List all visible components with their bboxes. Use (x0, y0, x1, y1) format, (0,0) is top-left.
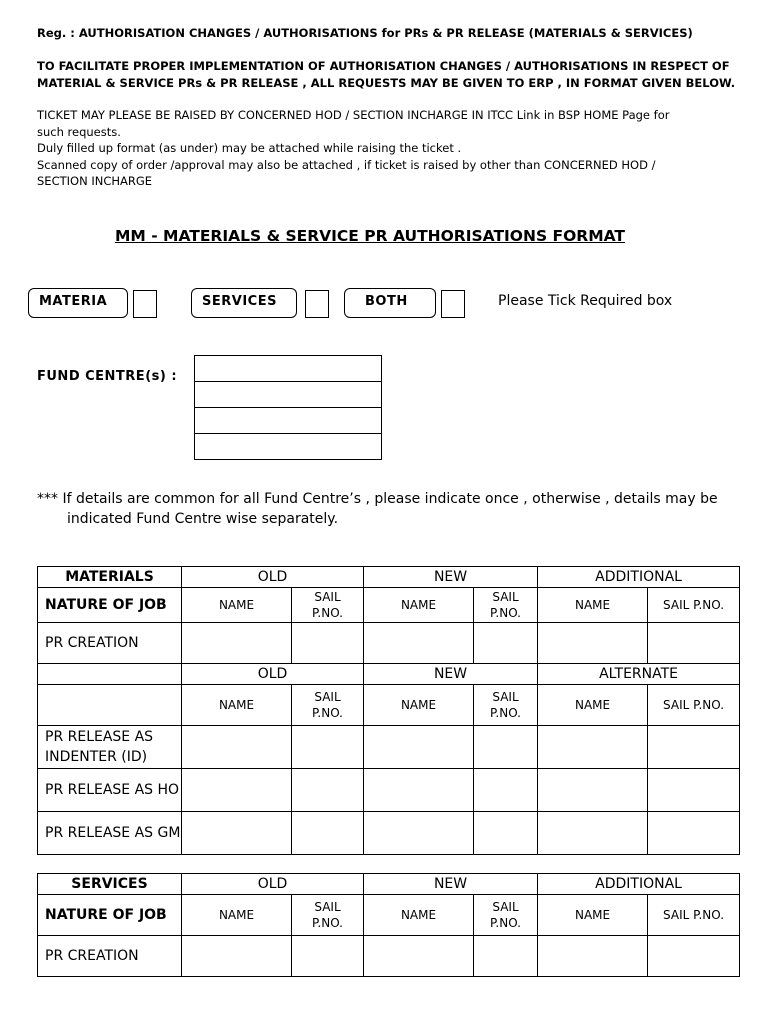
note-line: indicated Fund Centre wise separately. (67, 511, 339, 527)
sail-pno-header (474, 588, 538, 623)
sail-pno-line: P.NO. (312, 916, 343, 930)
materials-table (37, 566, 740, 855)
both-tick-box[interactable] (441, 290, 465, 318)
sail-pno-header (474, 685, 538, 726)
table-cell[interactable] (474, 812, 538, 855)
name-header: NAME (538, 588, 648, 623)
name-header: NAME (364, 895, 474, 936)
name-header: NAME (182, 685, 292, 726)
name-header: NAME (364, 588, 474, 623)
table-cell[interactable] (474, 936, 538, 977)
new-header: NEW (364, 664, 538, 685)
table-cell[interactable] (538, 812, 648, 855)
new-header: NEW (364, 874, 538, 895)
table-cell[interactable] (292, 769, 364, 812)
instruction-line: TICKET MAY PLEASE BE RAISED BY CONCERNED HOD / SECTION INCHARGE IN ITCC Link in BSP HOME Page for (37, 108, 670, 122)
sail-pno-header (292, 895, 364, 936)
sail-pno-line: P.NO. (490, 606, 521, 620)
table-cell[interactable] (538, 936, 648, 977)
table-cell[interactable] (182, 623, 292, 664)
instruction-line: Scanned copy of order /approval may also be attached , if ticket is raised by other than CONCERNED HOD / (37, 157, 656, 172)
tick-instruction: Please Tick Required box (498, 293, 673, 309)
name-header: NAME (538, 895, 648, 936)
materials-section-header: MATERIALS (38, 567, 182, 588)
sail-pno-header: SAIL P.NO. (648, 588, 740, 623)
sail-pno-line: SAIL (314, 900, 341, 914)
services-option-label: SERVICES (191, 288, 297, 318)
note-line: *** If details are common for all Fund Centre’s , please indicate once , otherwise , details may be (37, 491, 718, 507)
sail-pno-header (292, 685, 364, 726)
table-cell[interactable] (182, 812, 292, 855)
sail-pno-header: SAIL P.NO. (648, 895, 740, 936)
old-header: OLD (182, 664, 364, 685)
services-section-header: SERVICES (38, 874, 182, 895)
table-cell[interactable] (648, 812, 740, 855)
services-table (37, 873, 740, 977)
pr-release-ho-label: PR RELEASE AS HO (38, 769, 182, 812)
name-header: NAME (364, 685, 474, 726)
table-cell[interactable] (364, 623, 474, 664)
regarding-line: Reg. : AUTHORISATION CHANGES / AUTHORISATIONS for PRs & PR RELEASE (MATERIALS & SERVICES) (37, 26, 693, 40)
pr-creation-label: PR CREATION (38, 623, 182, 664)
table-cell[interactable] (648, 769, 740, 812)
table-cell[interactable] (364, 726, 474, 769)
table-cell[interactable] (648, 623, 740, 664)
sail-pno-line: P.NO. (312, 606, 343, 620)
pr-creation-label: PR CREATION (38, 936, 182, 977)
new-header: NEW (364, 567, 538, 588)
additional-header: ADDITIONAL (538, 567, 740, 588)
intro-paragraph (37, 58, 737, 92)
instructions (37, 107, 737, 190)
table-cell[interactable] (182, 769, 292, 812)
table-cell[interactable] (648, 936, 740, 977)
sail-pno-line: P.NO. (490, 706, 521, 720)
sail-pno-header: SAIL P.NO. (648, 685, 740, 726)
table-cell[interactable] (182, 936, 292, 977)
table-cell[interactable] (538, 726, 648, 769)
fund-centre-field[interactable] (195, 408, 382, 434)
instruction-line: Duly filled up format (as under) may be attached while raising the ticket . (37, 141, 462, 155)
old-header: OLD (182, 567, 364, 588)
table-cell[interactable] (292, 936, 364, 977)
name-header: NAME (538, 685, 648, 726)
table-cell[interactable] (292, 726, 364, 769)
table-cell[interactable] (538, 623, 648, 664)
intro-line: MATERIAL & SERVICE PRs & PR RELEASE , ALL REQUESTS MAY BE GIVEN TO ERP , IN FORMAT GIVEN BELOW. (37, 76, 736, 90)
material-tick-box[interactable] (133, 290, 157, 318)
table-cell[interactable] (182, 726, 292, 769)
nature-of-job-header: NATURE OF JOB (38, 895, 182, 936)
fund-centre-field[interactable] (195, 382, 382, 408)
additional-header: ADDITIONAL (538, 874, 740, 895)
fund-centre-field[interactable] (195, 434, 382, 460)
table-cell[interactable] (292, 623, 364, 664)
both-option-label: BOTH (344, 288, 436, 318)
material-option-label: MATERIA (28, 288, 128, 318)
sail-pno-line: P.NO. (312, 706, 343, 720)
sail-pno-line: SAIL (492, 690, 519, 704)
form-title: MM - MATERIALS & SERVICE PR AUTHORISATIONS FORMAT (114, 227, 626, 245)
sail-pno-line: SAIL (314, 690, 341, 704)
sail-pno-line: SAIL (492, 900, 519, 914)
alternate-header: ALTERNATE (538, 664, 740, 685)
sail-pno-header (292, 588, 364, 623)
name-header: NAME (182, 895, 292, 936)
table-cell[interactable] (364, 769, 474, 812)
table-cell[interactable] (474, 726, 538, 769)
sail-pno-line: SAIL (314, 590, 341, 604)
fund-centre-grid (194, 355, 382, 460)
table-cell (38, 685, 182, 726)
fund-centre-field[interactable] (195, 356, 382, 382)
services-tick-box[interactable] (305, 290, 329, 318)
pr-release-indenter-label (38, 726, 182, 769)
table-cell[interactable] (364, 812, 474, 855)
table-cell[interactable] (474, 769, 538, 812)
name-header: NAME (182, 588, 292, 623)
label-line: INDENTER (ID) (45, 749, 148, 765)
sail-pno-line: P.NO. (490, 916, 521, 930)
pr-release-gm-label: PR RELEASE AS GM (38, 812, 182, 855)
old-header: OLD (182, 874, 364, 895)
intro-line: TO FACILITATE PROPER IMPLEMENTATION OF AUTHORISATION CHANGES / AUTHORISATIONS IN RESPECT OF (37, 59, 730, 73)
table-cell[interactable] (364, 936, 474, 977)
table-cell[interactable] (648, 726, 740, 769)
instruction-line: SECTION INCHARGE (37, 174, 153, 188)
fund-centre-label: FUND CENTRE(s) : (37, 369, 178, 384)
table-cell[interactable] (474, 623, 538, 664)
table-cell[interactable] (538, 769, 648, 812)
fund-centre-note (37, 489, 737, 529)
table-cell (38, 664, 182, 685)
nature-of-job-header: NATURE OF JOB (38, 588, 182, 623)
instruction-line: such requests. (37, 124, 121, 139)
sail-pno-line: SAIL (492, 590, 519, 604)
label-line: PR RELEASE AS (45, 729, 154, 745)
sail-pno-header (474, 895, 538, 936)
table-cell[interactable] (292, 812, 364, 855)
